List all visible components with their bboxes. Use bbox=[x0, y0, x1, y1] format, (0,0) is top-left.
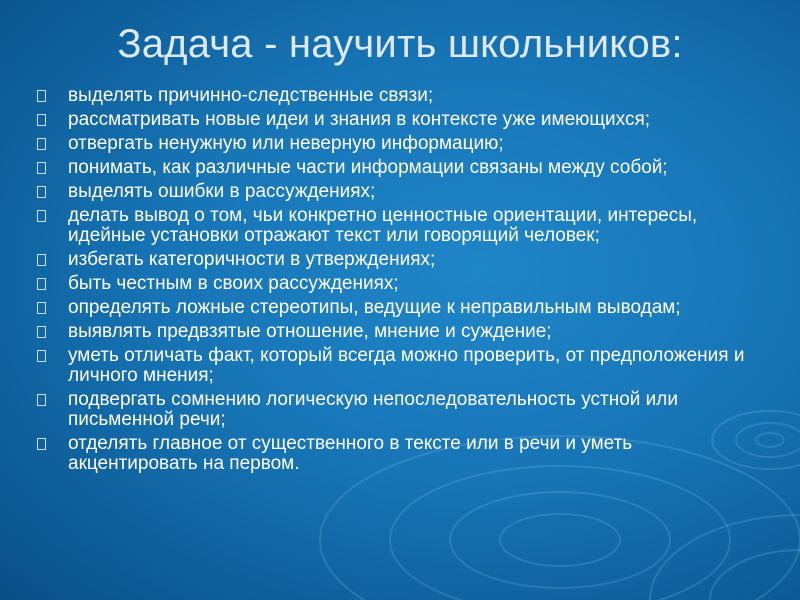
bullet-item bbox=[37, 274, 767, 294]
bullet-text: уметь отличать факт, который всегда можно проверить, от предположения и личного мнения; bbox=[68, 345, 745, 386]
bullet-text: избегать категоричности в утверждениях; bbox=[68, 249, 436, 270]
bullet-text: отделять главное от существенного в тексте или в речи и уметь акцентировать на первом. bbox=[68, 433, 633, 474]
bullet-item bbox=[37, 86, 767, 106]
bullet-item bbox=[37, 134, 767, 154]
empty-box-icon bbox=[37, 278, 46, 290]
empty-box-icon bbox=[37, 302, 46, 314]
bullet-item bbox=[37, 250, 767, 270]
bullet-text: отвергать ненужную или неверную информацию; bbox=[68, 133, 504, 154]
slide-title: Задача - научить школьников: bbox=[117, 22, 683, 66]
bullet-text: выявлять предвзятые отношение, мнение и суждение; bbox=[68, 321, 552, 342]
bullet-item bbox=[37, 206, 767, 246]
bullet-item bbox=[37, 158, 767, 178]
bullet-text: подвергать сомнению логическую непоследовательность устной или письменной речи; bbox=[68, 389, 678, 430]
bullet-list bbox=[37, 86, 767, 478]
bullet-item bbox=[37, 390, 767, 430]
empty-box-icon bbox=[37, 90, 46, 102]
empty-box-icon bbox=[37, 438, 46, 450]
empty-box-icon bbox=[37, 254, 46, 266]
empty-box-icon bbox=[37, 114, 46, 126]
bullet-item bbox=[37, 110, 767, 130]
bullet-text: рассматривать новые идеи и знания в контексте уже имеющихся; bbox=[68, 109, 651, 130]
empty-box-icon bbox=[37, 350, 46, 362]
empty-box-icon bbox=[37, 210, 46, 222]
bullet-text: выделять ошибки в рассуждениях; bbox=[68, 181, 376, 202]
bullet-item bbox=[37, 182, 767, 202]
bullet-text: определять ложные стереотипы, ведущие к неправильным выводам; bbox=[68, 297, 681, 318]
empty-box-icon bbox=[37, 326, 46, 338]
empty-box-icon bbox=[37, 186, 46, 198]
bullet-item bbox=[37, 322, 767, 342]
bullet-text: делать вывод о том, чьи конкретно ценностные ориентации, интересы, идейные установки отражают текст или говорящий человек; bbox=[68, 205, 698, 246]
bullet-item bbox=[37, 298, 767, 318]
bullet-text: понимать, как различные части информации связаны между собой; bbox=[68, 157, 668, 178]
bullet-item bbox=[37, 346, 767, 386]
empty-box-icon bbox=[37, 394, 46, 406]
bullet-item bbox=[37, 434, 767, 474]
empty-box-icon bbox=[37, 162, 46, 174]
bullet-text: выделять причинно-следственные связи; bbox=[68, 85, 434, 106]
empty-box-icon bbox=[37, 138, 46, 150]
bullet-text: быть честным в своих рассуждениях; bbox=[68, 273, 399, 294]
